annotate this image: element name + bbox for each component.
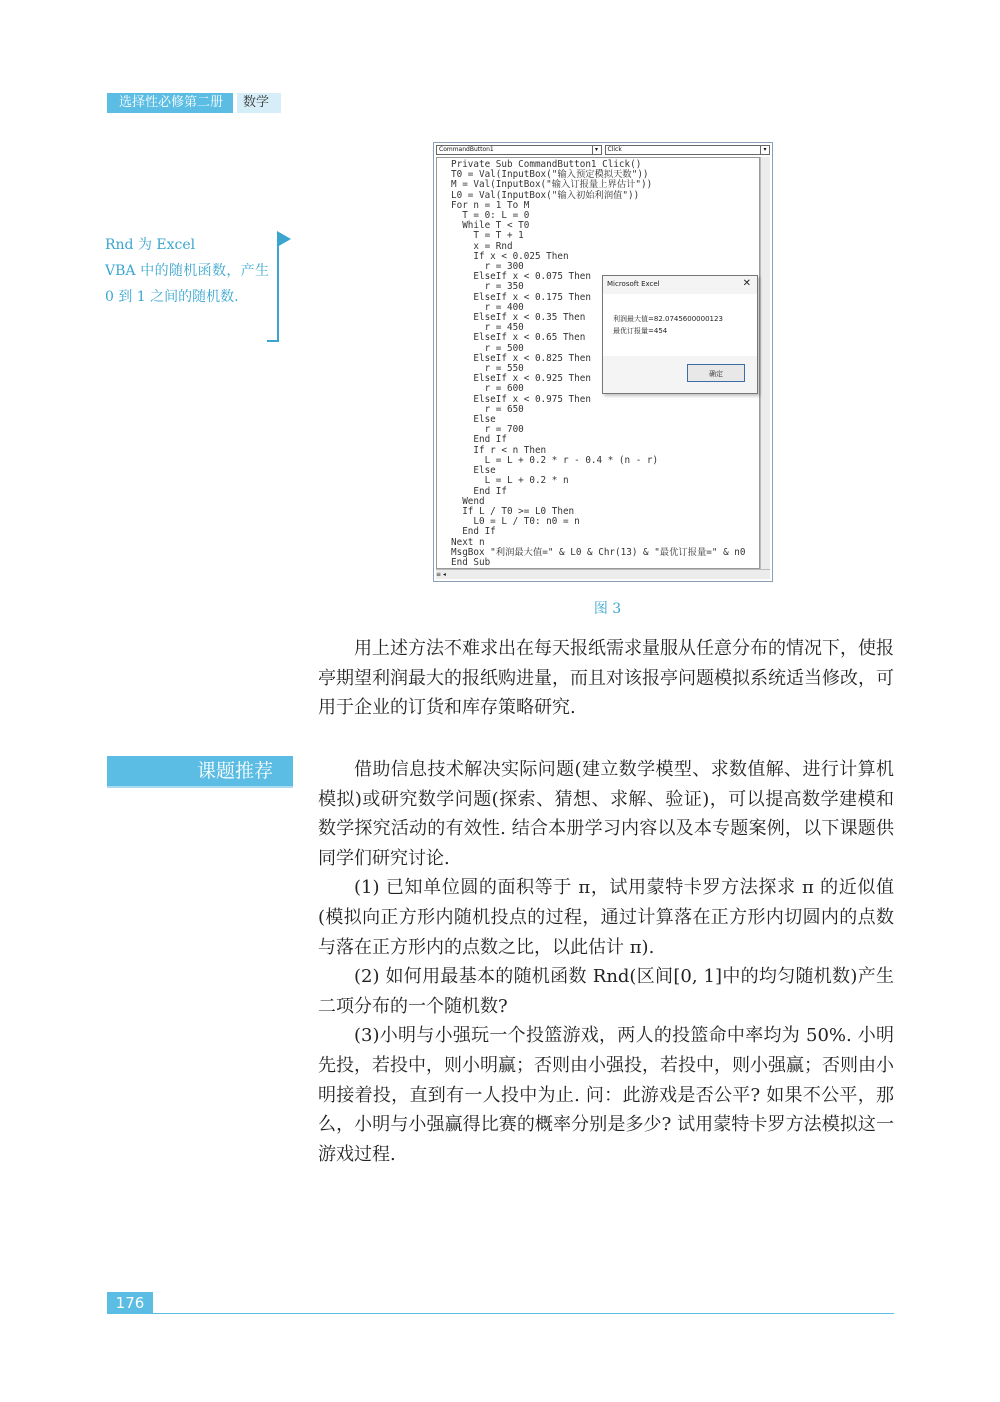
page-number: 176 (107, 1292, 153, 1314)
book-title: 选择性必修第二册 (107, 93, 233, 113)
topics-section (318, 755, 894, 1169)
topic-item-3: (3)小明与小强玩一个投篮游戏，两人的投篮命中率均为 50%. 小明先投，若投中，则小明赢；否则由小强投，若投中，则小强赢；否则由小明接着投，直到有一人投中为止. 问：此游戏是否公平? 如果不公平，那么，小明与小强赢得比赛的概率分别是多少? 试用蒙特卡罗方法模拟这一游戏过程. (318, 1025, 894, 1165)
paragraph-1: 用上述方法不难求出在每天报纸需求量服从任意分布的情况下，使报亭期望利润最大的报纸购进量，而且对该报亭问题模拟系统适当修改，可用于企业的订货和库存策略研究. (318, 638, 894, 719)
procedure-combo[interactable]: Click ▾ (605, 145, 771, 155)
margin-note-text: VBA 中的随机函数，产生 0 到 1 之间的随机数. (105, 263, 269, 305)
object-combo[interactable]: CommandButton1 ▾ (436, 145, 602, 155)
margin-note-bracket (267, 236, 279, 342)
vba-combo-bar (436, 145, 770, 155)
margin-note (105, 232, 269, 310)
ok-button[interactable]: 确定 (687, 364, 745, 382)
subject-label: 数学 (237, 93, 281, 113)
horizontal-scrollbar[interactable] (436, 569, 770, 579)
msgbox-title: Microsoft Excel (607, 280, 660, 288)
section-title: 课题推荐 (107, 756, 293, 786)
close-icon[interactable]: ✕ (742, 278, 751, 289)
msgbox-body (603, 294, 757, 356)
code-text: Private Sub CommandButton1_Click() T0 = Val(InputBox("输入预定模拟天数")) M = Val(InputBox("输入订报量上界估计")) L0 = Val(InputBox("输入初始利润值")) For n = 1 To M T = 0: L = 0 While T < T0 T = T + 1 x = Rnd If x < 0.025 Then r = 300 ElseIf x < 0.075 Then r = 350 ElseIf x < 0.175 Then r = 400 ElseIf x < 0.35 Then r = 450 ElseIf x < 0.65 Then r = 500 ElseIf x < 0.825 Then r = 550 ElseIf x < 0.925 Then r = 600 ElseIf x < 0.975 Then r = 650 Else r = 700 End If If r < n Then L = L + 0.2 * r - 0.4 * (n - r) Else L = L + 0.2 * n End If Wend If L / T0 >= L0 Then L0 = L / T0: n0 = n End If Next n MsgBox "利润最大值=" & L0 & Chr(13) & "最优订报量=" & n0 End Sub (451, 159, 746, 568)
running-header (107, 93, 281, 113)
chevron-down-icon[interactable]: ▾ (760, 146, 769, 154)
excel-message-box (602, 275, 758, 394)
section-title-underline (107, 786, 293, 788)
topic-item-1: (1) 已知单位圆的面积等于 π，试用蒙特卡罗方法探求 π 的近似值(模拟向正方形内随机投点的过程，通过计算落在正方形内切圆内的点数与落在正方形内的点数之比，以此估计 π). (318, 877, 894, 958)
margin-note-pointer-icon (277, 231, 291, 247)
msgbox-max-profit: 利润最大值=82.0745600000123 (613, 315, 723, 323)
intro-paragraph: 借助信息技术解决实际问题(建立数学模型、求数值解、进行计算机模拟)或研究数学问题(探索、猜想、求解、验证)，可以提高数学建模和数学探究活动的有效性. 结合本册学习内容以及本专题案例，以下课题供同学们研究讨论. (318, 759, 894, 869)
footer-rule (153, 1313, 894, 1314)
margin-note-first-line: Rnd 为 Excel (105, 237, 196, 253)
figure-caption: 图 3 (593, 601, 622, 617)
vertical-scrollbar[interactable] (760, 157, 770, 569)
topic-item-2: (2) 如何用最基本的随机函数 Rnd(区间[0, 1]中的均匀随机数)产生二项分布的一个随机数? (318, 966, 894, 1017)
scroll-left-icon[interactable]: ≡ ◂ (436, 571, 446, 578)
chevron-down-icon[interactable]: ▾ (592, 146, 601, 154)
msgbox-optimal-order: 最优订报量=454 (613, 327, 668, 335)
